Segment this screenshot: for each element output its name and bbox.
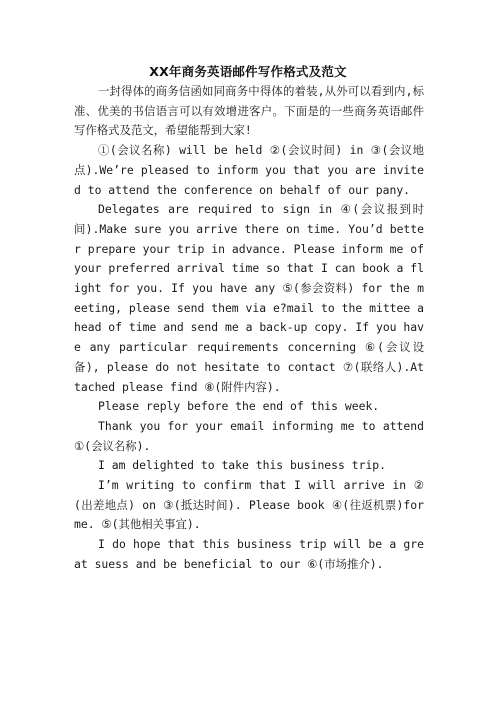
paragraph-reply-request: Please reply before the end of this week.: [98, 399, 380, 414]
paragraph-intro: 一封得体的商务信函如同商务中得体的着装,从外可以看到内,标准、优美的书信语言可以有效增进客户。下面是的一些商务英语邮件写作格式及范文，希望能帮到大家!: [74, 84, 424, 138]
document-title: XX年商务英语邮件写作格式及范文: [149, 64, 347, 79]
paragraph-thanks: Thank you for your email informing me to attend ①(会议名称).: [74, 418, 424, 453]
paragraph-delegates-instructions: Delegates are required to sign in ④(会议报到时间).Make sure you arrive there on time. You’d better prepare your trip in advance. Please inform me of your preferred arrival time so that I can book a flight for you. If you have any ⑤(参会资料) for the meeting, please send them via e?mail to the mittee ahead of time and send me a back-up copy. If you have any particular requirements concerning ⑥(会议设备), please do not hesitate to contact ⑦(联络人).Attached please find ⑧(附件内容).: [74, 202, 424, 394]
paragraph-conference-notice: ①(会议名称) will be held ②(会议时间) in ③(会议地点).We’re pleased to inform you that you are invited to attend the conference on behalf of our pany.: [74, 143, 424, 197]
document-body: [74, 82, 424, 575]
paragraph-closing: I do hope that this business trip will be a great suess and be beneficial to our ⑥(市场推介).: [74, 537, 424, 571]
paragraph-delighted: I am delighted to take this business trip.: [98, 458, 387, 473]
paragraph-confirmation: I’m writing to confirm that I will arrive in ②(出差地点) on ③(抵达时间). Please book ④(往返机票)for me. ⑤(其他相关事宜).: [74, 478, 424, 532]
